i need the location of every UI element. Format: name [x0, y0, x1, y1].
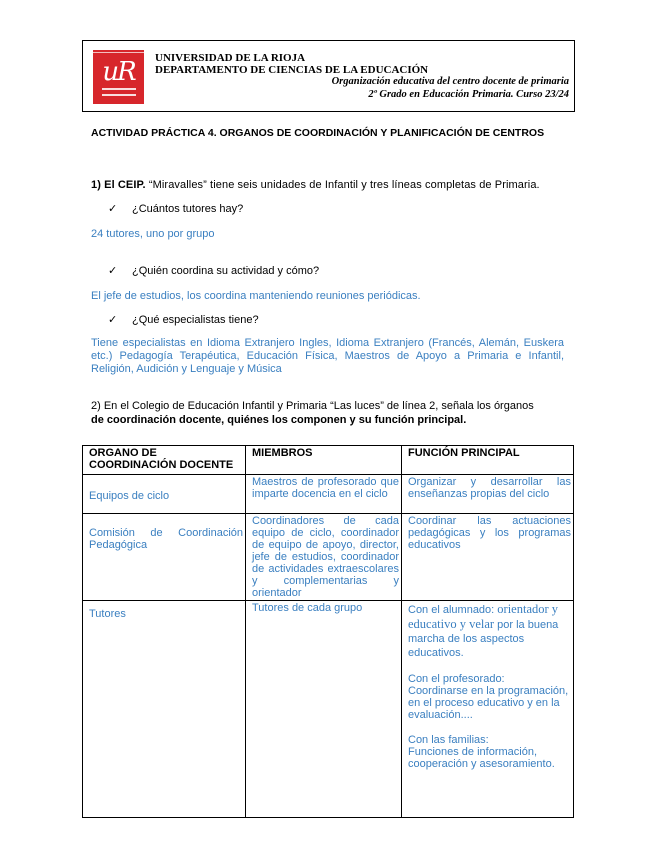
function-families-text: Funciones de información, cooperación y asesoramiento. — [408, 746, 555, 770]
logo-mark: uR — [102, 56, 135, 87]
question-2-prompt — [91, 399, 571, 427]
coordination-table — [82, 445, 574, 818]
question-1-sub-2 — [108, 264, 319, 278]
organ-cell: Tutores — [83, 601, 246, 818]
function-students-label: Con el alumnado: — [408, 604, 498, 616]
function-teachers-text: Coordinarse en la programación, en el proceso educativo y en la evaluación.... — [408, 685, 569, 721]
question-1-prompt — [91, 178, 540, 192]
header-organ: ORGANO DE COORDINACIÓN DOCENTE — [83, 446, 246, 475]
checkmark-icon: ✓ — [108, 314, 118, 326]
document-header — [82, 40, 575, 112]
function-families-label: Con las familias: — [408, 734, 489, 746]
header-function: FUNCIÓN PRINCIPAL — [402, 446, 574, 475]
question-1-sub-3-text: ¿Qué especialistas tiene? — [132, 314, 259, 326]
checkmark-icon: ✓ — [108, 203, 118, 215]
organ-cell: Equipos de ciclo — [83, 475, 246, 514]
table-header-row — [83, 446, 574, 475]
function-students-role: orientador y educativo y velar — [408, 602, 559, 631]
function-cell: Coordinar las actuaciones pedagógicas y los programas educativos — [402, 514, 574, 601]
course-year: 2º Grado en Educación Primaria. Curso 23/24 — [368, 89, 569, 100]
university-name: UNIVERSIDAD DE LA RIOJA — [155, 52, 306, 64]
answer-3: Tiene especialistas en Idioma Extranjero Ingles, Idioma Extranjero (Francés, Alemán, Euskera etc.) Pedagogía Terapéutica, Educación Física, Maestros de Apoyo a Primaria e Infantil, Religión, Audición y Lenguaje y Música — [91, 337, 564, 375]
question-1-sub-2-text: ¿Quién coordina su actividad y cómo? — [132, 265, 320, 277]
question-1-sub-1 — [108, 202, 243, 216]
function-teachers-label: Con el profesorado: — [408, 673, 505, 685]
members-cell: Tutores de cada grupo — [246, 601, 402, 818]
table-row — [83, 601, 574, 818]
question-1-sub-3 — [108, 313, 259, 327]
function-students-text: por la buena marcha de los aspectos educativos. — [408, 619, 559, 659]
question-2-text: 2) En el Colegio de Educación Infantil y Primaria “Las luces” de línea 2, señala los órganos — [91, 400, 534, 412]
department-name: DEPARTAMENTO DE CIENCIAS DE LA EDUCACIÓN — [155, 64, 429, 76]
function-cell — [402, 601, 574, 818]
activity-title: ACTIVIDAD PRÁCTICA 4. ORGANOS DE COORDINACIÓN Y PLANIFICACIÓN DE CENTROS — [91, 127, 545, 139]
question-1-text: “Miravalles” tiene seis unidades de Infantil y tres líneas completas de Primaria. — [145, 179, 540, 191]
university-logo — [93, 50, 144, 104]
table-row — [83, 475, 574, 514]
answer-1: 24 tutores, uno por grupo — [91, 228, 215, 240]
header-members: MIEMBROS — [246, 446, 402, 475]
question-1-sub-1-text: ¿Cuántos tutores hay? — [132, 203, 244, 215]
function-cell: Organizar y desarrollar las enseñanzas propias del ciclo — [402, 475, 574, 514]
table-row — [83, 514, 574, 601]
members-cell: Maestros de profesorado que imparte docencia en el ciclo — [246, 475, 402, 514]
members-cell: Coordinadores de cada equipo de ciclo, coordinador de equipo de apoyo, director, jefe de estudios, coordinador de actividades extraescolares y complementarias y orientador — [246, 514, 402, 601]
question-1-number: 1) El CEIP. — [91, 179, 146, 191]
checkmark-icon: ✓ — [108, 265, 118, 277]
question-2-emphasis: de coordinación docente, quiénes los componen y su función principal. — [91, 414, 467, 426]
answer-2: El jefe de estudios, los coordina manteniendo reuniones periódicas. — [91, 290, 421, 302]
organ-cell: Comisión de Coordinación Pedagógica — [83, 514, 246, 601]
function-students — [408, 602, 571, 660]
course-subject: Organización educativa del centro docente de primaria — [331, 76, 569, 87]
